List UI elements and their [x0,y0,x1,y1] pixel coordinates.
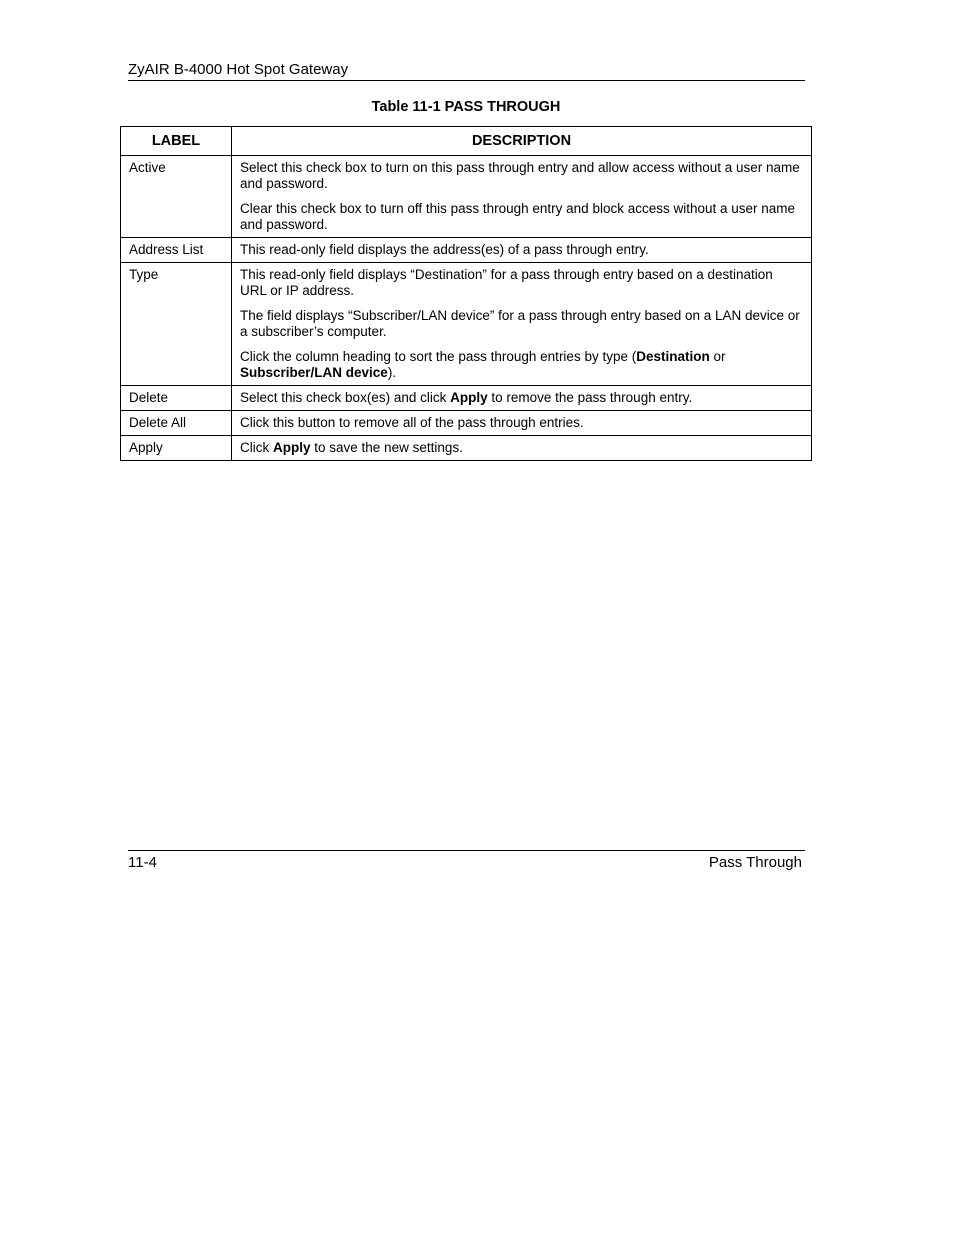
bold-term: Destination [636,349,710,364]
text-segment: The field displays “Subscriber/LAN device” for a pass through entry based on a LAN device or a subscriber’s computer. [240,308,800,339]
text-segment: Click [240,440,273,455]
text-segment: to remove the pass through entry. [487,390,693,405]
row-label: Active [121,156,232,238]
text-segment: Clear this check box to turn off this pass through entry and block access without a user name and password. [240,201,796,232]
row-description [232,411,812,436]
table-row [121,238,812,263]
description-paragraph [240,267,803,299]
row-label: Apply [121,436,232,461]
table-body [121,156,812,461]
row-description [232,386,812,411]
description-paragraph [240,390,803,406]
column-header-description: DESCRIPTION [232,127,812,156]
text-segment: or [709,349,726,364]
column-header-label: LABEL [121,127,232,156]
row-label: Delete All [121,411,232,436]
row-description [232,436,812,461]
bold-term: Apply [273,440,311,455]
table-row [121,386,812,411]
description-paragraph [240,160,803,192]
text-segment: to save the new settings. [310,440,463,455]
section-name: Pass Through [708,854,802,871]
page-number: 11-4 [128,854,157,871]
table-row [121,156,812,238]
row-description [232,156,812,238]
description-paragraph [240,349,803,381]
description-paragraph [240,308,803,340]
text-segment: Select this check box(es) and click [240,390,451,405]
row-label: Address List [121,238,232,263]
row-description [232,238,812,263]
description-paragraph [240,415,803,431]
description-paragraph [240,201,803,233]
row-label: Delete [121,386,232,411]
description-paragraph [240,242,803,258]
bold-term: Apply [450,390,488,405]
text-segment: ). [387,365,397,380]
page-header [128,60,805,81]
page-footer [128,850,805,871]
table-row [121,436,812,461]
table-row [121,263,812,386]
text-segment: This read-only field displays the address(es) of a pass through entry. [240,242,649,257]
bold-term: Subscriber/LAN device [240,365,388,380]
text-segment: Click the column heading to sort the pass through entries by type ( [240,349,637,364]
pass-through-table [120,126,812,461]
row-label: Type [121,263,232,386]
table-header-row [121,127,812,156]
header-title: ZyAIR B-4000 Hot Spot Gateway [128,61,349,78]
text-segment: This read-only field displays “Destination” for a pass through entry based on a destination URL or IP address. [240,267,773,298]
row-description [232,263,812,386]
table-caption: Table 11-1 PASS THROUGH [371,99,561,115]
text-segment: Select this check box to turn on this pass through entry and allow access without a user name and password. [240,160,800,191]
table-row [121,411,812,436]
description-paragraph [240,440,803,456]
text-segment: Click this button to remove all of the pass through entries. [240,415,584,430]
